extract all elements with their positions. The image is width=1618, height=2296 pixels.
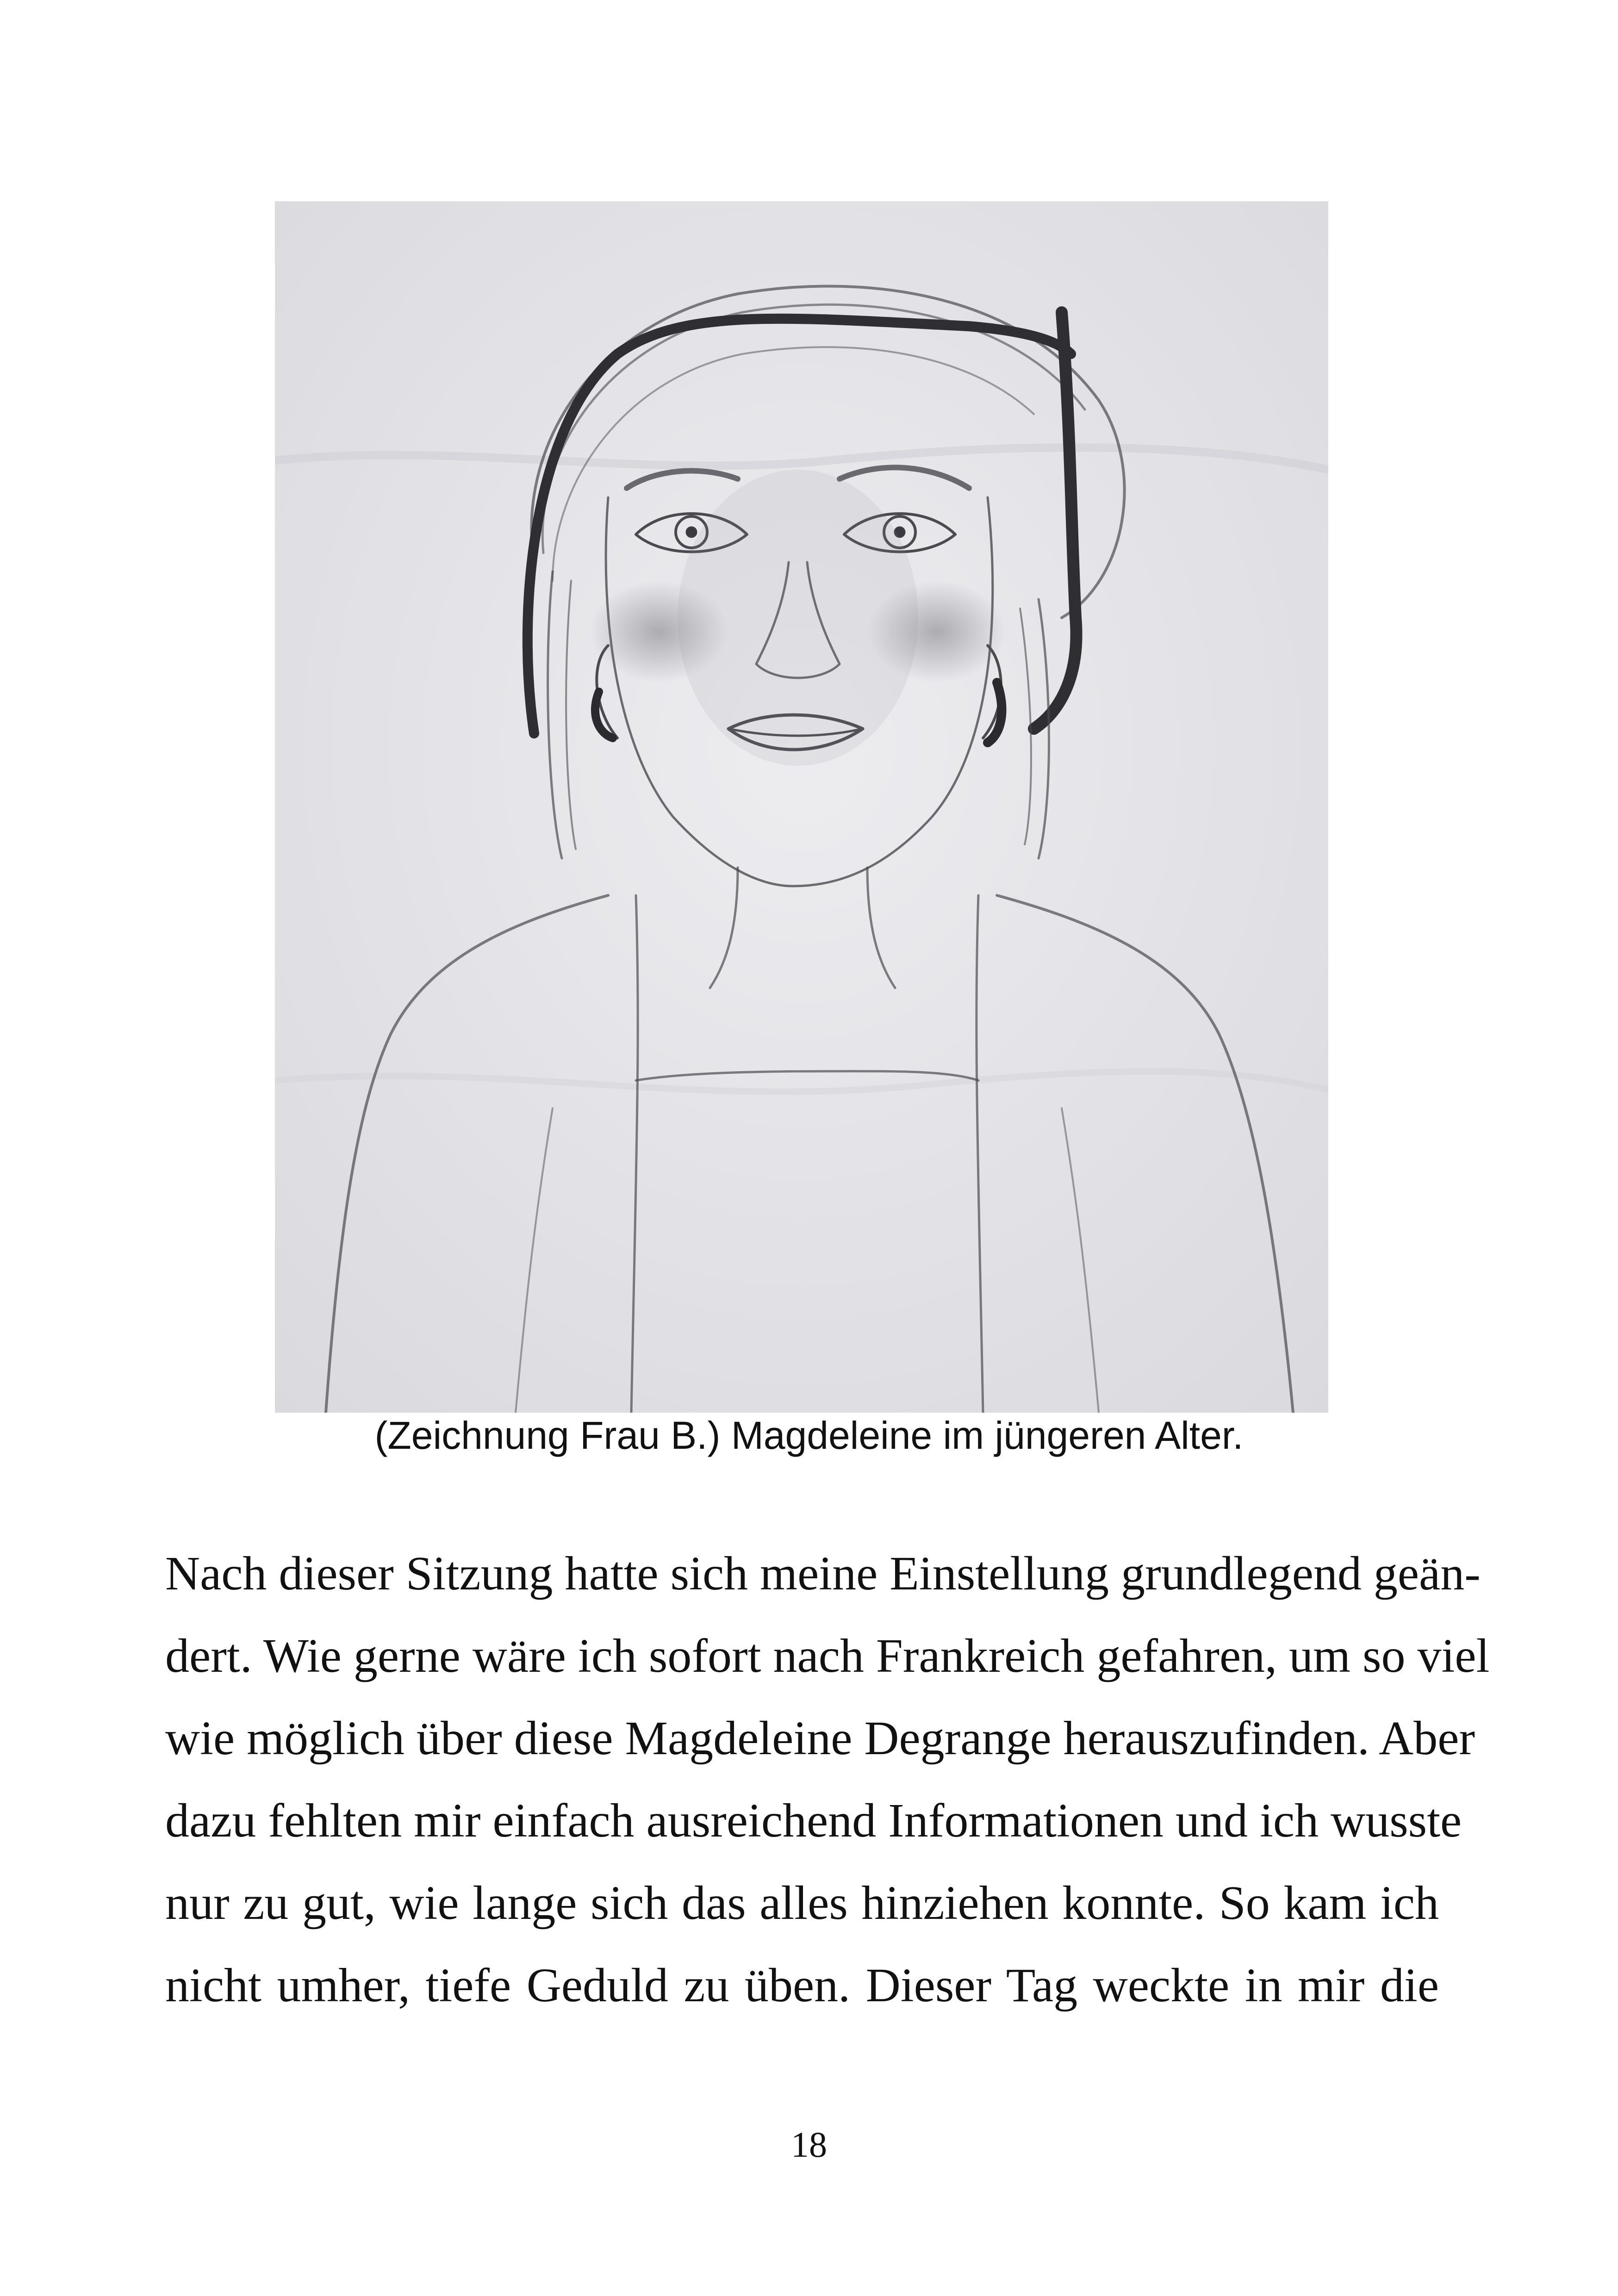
text-line-content: Nach dieser Sitzung hatte sich meine Einstellung grundlegend geän- (165, 1547, 1481, 1600)
text-line-content: wie möglich über diese Magdeleine Degrange herauszufinden. Aber (165, 1712, 1475, 1765)
pencil-drawing-portrait (275, 201, 1328, 1413)
page-number: 18 (791, 2124, 827, 2165)
text-line (165, 1615, 1490, 1697)
text-line (165, 1944, 1439, 2027)
text-line-content: nicht umher, tiefe Geduld zu üben. Dieser Tag weckte in mir die (165, 1959, 1439, 2012)
portrait-sketch-icon (275, 201, 1328, 1413)
text-line (165, 1780, 1462, 1862)
figure-caption: (Zeichnung Frau B.) Magdeleine im jüngeren Alter. (374, 1414, 1244, 1457)
body-paragraph (165, 1533, 1490, 2027)
text-line (165, 1862, 1439, 1944)
text-line-content: dert. Wie gerne wäre ich sofort nach Frankreich gefahren, um so viel (165, 1629, 1490, 1682)
text-line-content: dazu fehlten mir einfach ausreichend Informationen und ich wusste (165, 1794, 1462, 1847)
text-line (165, 1697, 1475, 1780)
text-line-content: nur zu gut, wie lange sich das alles hinziehen konnte. So kam ich (165, 1876, 1439, 1930)
text-line (165, 1533, 1481, 1615)
